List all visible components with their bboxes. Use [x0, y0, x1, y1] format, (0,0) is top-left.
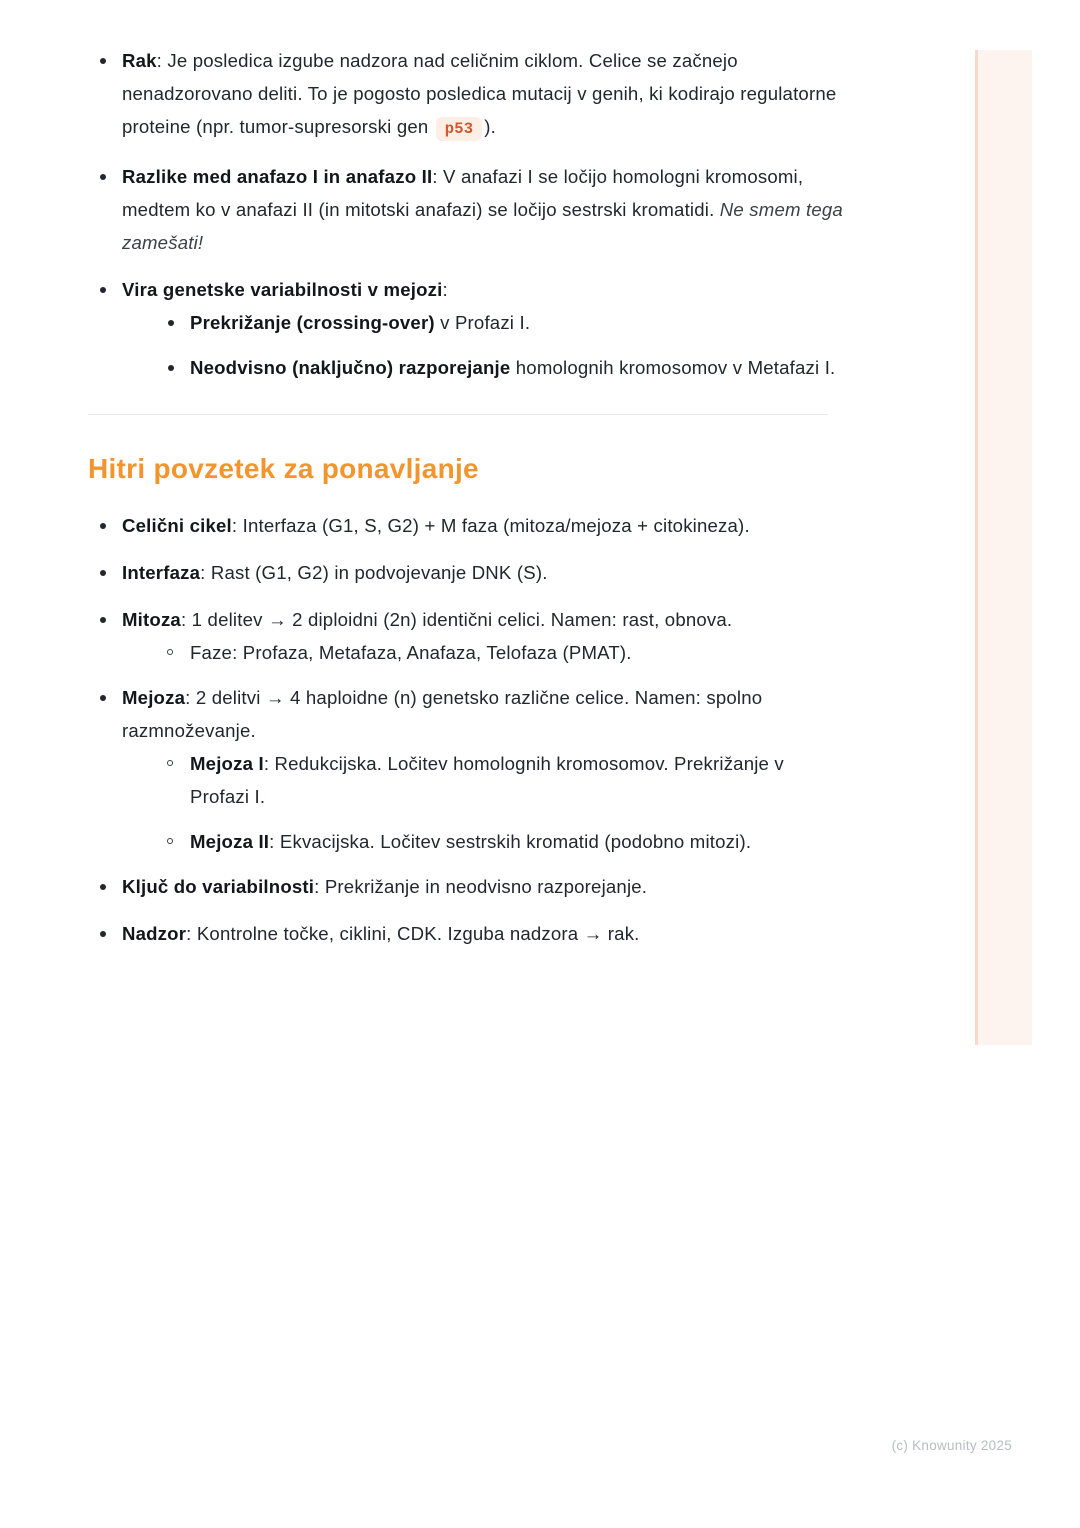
bullet-text: : Kontrolne točke, ciklini, CDK. Izguba nadzora → rak. [186, 923, 640, 944]
list-item [156, 825, 848, 858]
bullet-text: : Interfaza (G1, S, G2) + M faza (mitoza/mejoza + citokineza). [231, 515, 750, 536]
code-chip-p53: p53 [436, 117, 482, 141]
sub-bullet-text: v Profazi I. [434, 312, 531, 333]
section-divider [88, 414, 828, 415]
list-item [156, 306, 848, 339]
list-item [88, 509, 848, 542]
bullet-term: Mitoza [122, 609, 181, 630]
bullet-term: Interfaza [122, 562, 201, 583]
bullet-term: Ključ do variabilnosti [122, 876, 315, 897]
list-item [88, 917, 848, 950]
list-item [88, 273, 848, 384]
bullet-italic-note: Ne smem tega zamešati! [122, 199, 843, 253]
bullet-text: : V anafazi I se ločijo homologni kromosomi, medtem ko v anafazi II (in mitotski anafazi) se ločijo sestrski kromatidi. [122, 166, 804, 220]
list-item [88, 160, 848, 259]
document-content [88, 0, 848, 950]
top-section-list [88, 44, 848, 384]
sub-bullet-term: Prekrižanje (crossing-over) [190, 312, 435, 333]
bullet-term: Rak [122, 50, 157, 71]
list-item [156, 636, 848, 669]
bullet-term: Celični cikel [122, 515, 232, 536]
list-item [88, 603, 848, 669]
sub-bullet-text: homolognih kromosomov v Metafazi I. [510, 357, 836, 378]
bullet-term: Mejoza [122, 687, 186, 708]
summary-section-list [88, 509, 848, 950]
sub-bullet-term: Neodvisno (naključno) razporejanje [190, 357, 511, 378]
nested-list [156, 306, 848, 384]
bullet-text: : 1 delitev → 2 diploidni (2n) identični celici. Namen: rast, obnova. [180, 609, 733, 630]
bullet-text: : Je posledica izgube nadzora nad celičnim ciklom. Celice se začnejo nenadzorovano deliti. To je pogosto posledica mutacij v genih, ki kodirajo regulatorne proteine (npr. tumor-supresorski gen [122, 50, 837, 137]
sub-bullet-text: : Ekvacijska. Ločitev sestrskih kromatid (podobno mitozi). [269, 831, 752, 852]
bullet-text: : Rast (G1, G2) in podvojevanje DNK (S). [200, 562, 548, 583]
footer-copyright: (c) Knowunity 2025 [891, 1438, 1012, 1453]
sub-bullet-text: : Redukcijska. Ločitev homolognih kromosomov. Prekrižanje v Profazi I. [190, 753, 784, 807]
list-item [88, 681, 848, 858]
page-title: Hitri povzetek za ponavljanje [88, 453, 479, 484]
list-item [156, 747, 848, 813]
sub-bullet-term: Mejoza I [190, 753, 264, 774]
sub-bullet-term: Mejoza II [190, 831, 270, 852]
nested-list [156, 636, 848, 669]
list-item [88, 870, 848, 903]
nested-list [156, 747, 848, 858]
bullet-text-tail: ). [484, 116, 496, 137]
bullet-term: Razlike med anafazo I in anafazo II [122, 166, 433, 187]
bullet-term: Nadzor [122, 923, 187, 944]
list-item [88, 556, 848, 589]
list-item [88, 44, 848, 146]
bullet-text: : Prekrižanje in neodvisno razporejanje. [314, 876, 648, 897]
bullet-text: : 2 delitvi → 4 haploidne (n) genetsko različne celice. Namen: spolno razmnoževanje. [122, 687, 763, 741]
bullet-term: Vira genetske variabilnosti v mejozi [122, 279, 443, 300]
list-item [156, 351, 848, 384]
bullet-text: : [442, 279, 448, 300]
sub-bullet-text: Faze: Profaza, Metafaza, Anafaza, Telofaza (PMAT). [190, 642, 632, 663]
